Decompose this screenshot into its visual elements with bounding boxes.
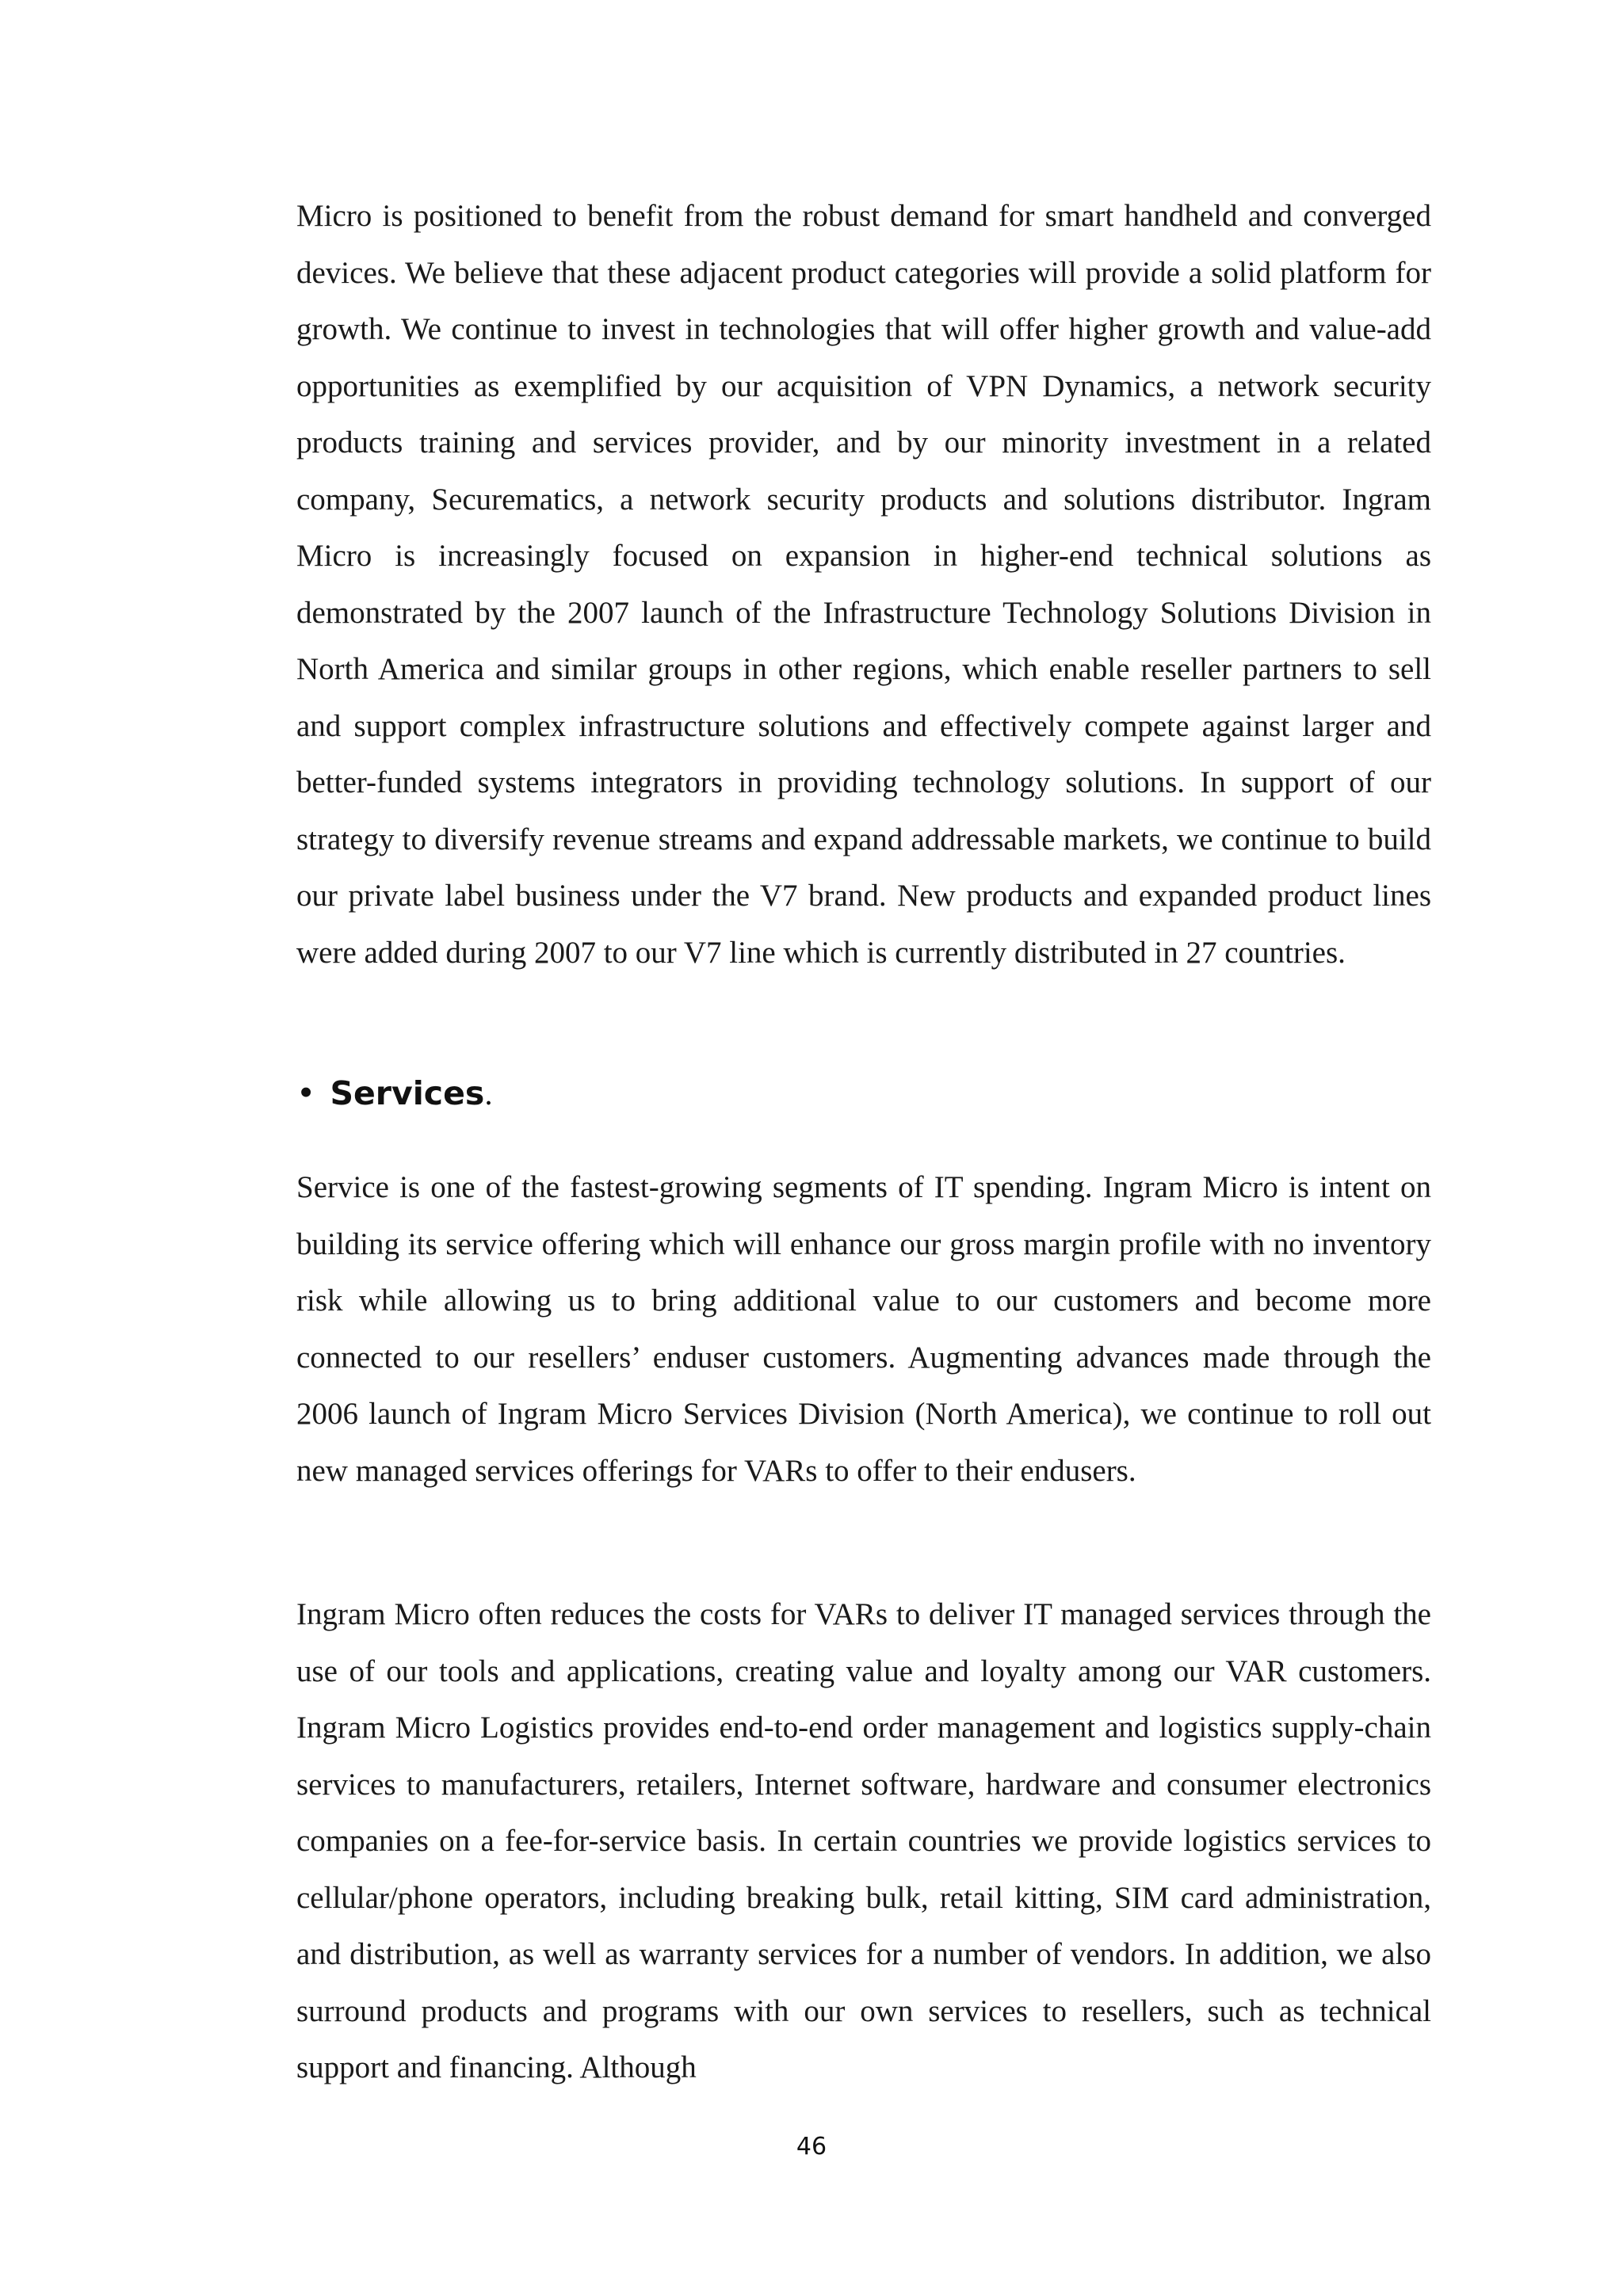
section-heading-label: Services	[330, 1074, 485, 1112]
bullet-icon: •	[296, 1074, 316, 1112]
section-heading-period: .	[484, 1075, 493, 1112]
page-number: 46	[796, 2133, 827, 2161]
paragraph-services-1: Service is one of the fastest-growing segments of IT spending. Ingram Micro is intent on building its service offering which will enhance our gross margin profile with no inventory risk while allowing us to bring additional value to our customers and become more connected to our resellers’ enduser customers. Augmenting advances made through the 2006 launch of Ingram Micro Services Division (North America), we continue to roll out new managed services offerings for VARs to offer to their endusers.	[296, 1170, 1431, 1488]
paragraph-intro: Micro is positioned to benefit from the robust demand for smart handheld and converged devices. We believe that these adjacent product categories will provide a solid platform for growth. We continue to invest in technologies that will offer higher growth and value-add opportunities as exemplified by our acquisition of VPN Dynamics, a network security products training and services provider, and by our minority investment in a related company, Securematics, a network security products and solutions distributor. Ingram Micro is increasingly focused on expansion in higher-end technical solutions as demonstrated by the 2007 launch of the Infrastructure Technology Solutions Division in North America and similar groups in other regions, which enable reseller partners to sell and support complex infrastructure solutions and effectively compete against larger and better-funded systems integrators in providing technology solutions. In support of our strategy to diversify revenue streams and expand addressable markets, we continue to build our private label business under the V7 brand. New products and expanded product lines were added during 2007 to our V7 line which is currently distributed in 27 countries.	[296, 199, 1431, 970]
section-heading-services	[296, 1070, 493, 1117]
paragraph-services-2: Ingram Micro often reduces the costs for VARs to deliver IT managed services through the use of our tools and applications, creating value and loyalty among our VAR customers. Ingram Micro Logistics provides end-to-end order management and logistics supply-chain services to manufacturers, retailers, Internet software, hardware and consumer electronics companies on a fee-for-service basis. In certain countries we provide logistics services to cellular/phone operators, including breaking bulk, retail kitting, SIM card administration, and distribution, as well as warranty services for a number of vendors. In addition, we also surround products and programs with our own services to resellers, such as technical support and financing. Although	[296, 1597, 1431, 2084]
